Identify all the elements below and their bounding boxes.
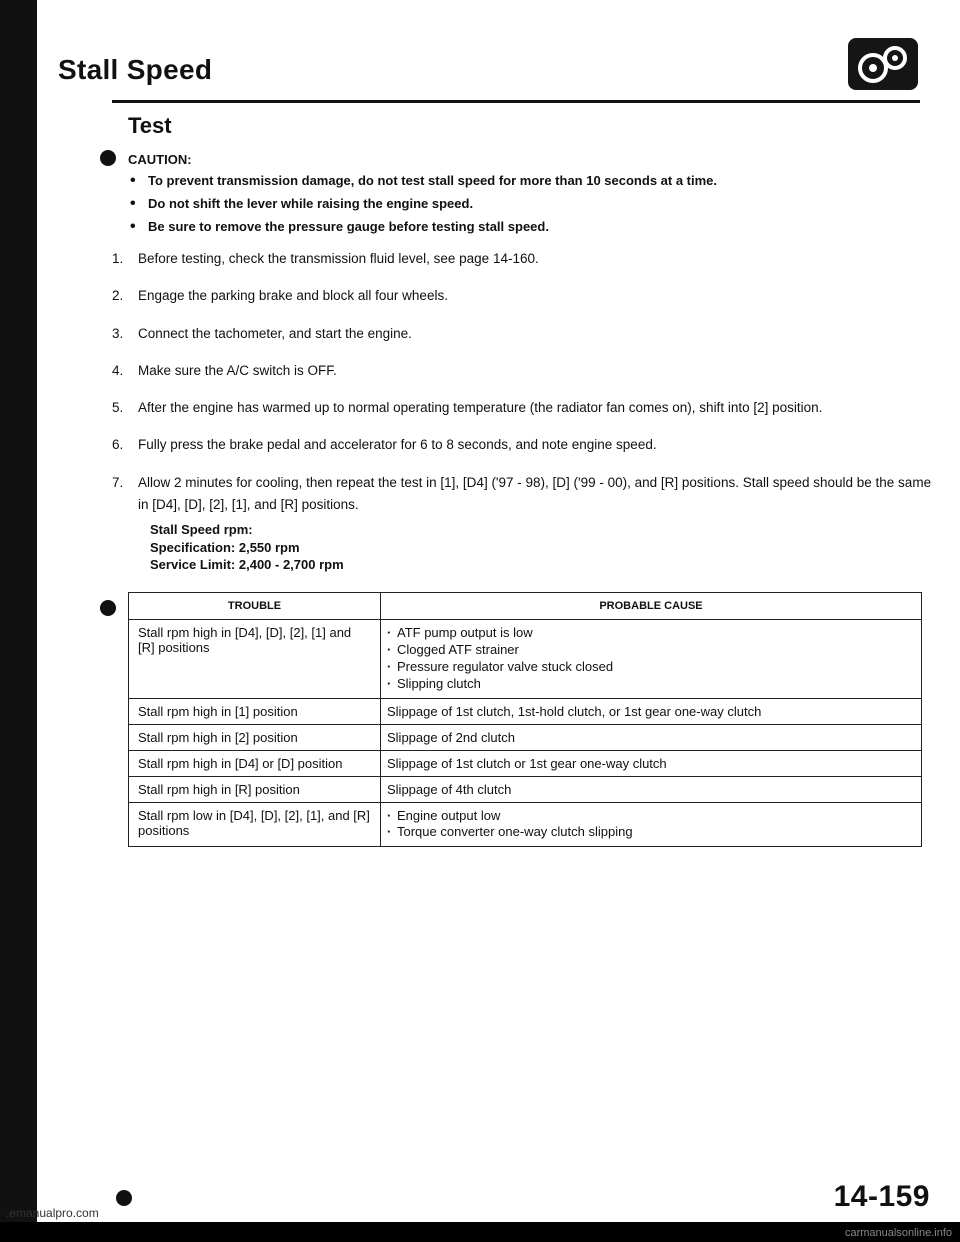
table-header-trouble: TROUBLE: [129, 593, 381, 620]
cause-cell: [381, 802, 922, 847]
title-divider: [112, 100, 920, 103]
spec-service-limit: Service Limit: 2,400 - 2,700 rpm: [150, 557, 344, 573]
source-url-right[interactable]: carmanualsonline.info: [844, 1227, 952, 1239]
step-text: Engage the parking brake and block all four wheels.: [138, 288, 448, 304]
cause-list: [387, 808, 912, 842]
tab-hole: [100, 150, 116, 166]
cause-item: · Engine output low: [387, 808, 912, 825]
cause-item: · Clogged ATF strainer: [387, 642, 912, 659]
caution-item: • To prevent transmission damage, do not test stall speed for more than 10 seconds at a time.: [128, 173, 928, 188]
cause-cell: Slippage of 1st clutch, 1st-hold clutch, or 1st gear one-way clutch: [381, 698, 922, 724]
trouble-cell: Stall rpm high in [D4], [D], [2], [1] and [R] positions: [129, 620, 381, 699]
caution-item: • Be sure to remove the pressure gauge before testing stall speed.: [128, 219, 928, 234]
binder-notch-top: [20, 0, 37, 520]
procedure-steps: [112, 248, 932, 531]
step-text: Before testing, check the transmission fluid level, see page 14-160.: [138, 251, 539, 266]
section-title: Test: [128, 113, 172, 138]
cause-item: · Pressure regulator valve stuck closed: [387, 659, 912, 676]
step-item: [112, 248, 932, 270]
caution-block: [128, 152, 928, 242]
cause-list: [387, 625, 912, 693]
caution-item: • Do not shift the lever while raising the engine speed.: [128, 196, 928, 211]
step-number: 1.: [112, 251, 124, 266]
page-title: Stall Speed: [58, 54, 213, 85]
source-url-left[interactable]: .emanualpro.com: [6, 1206, 99, 1220]
step-text: Make sure the A/C switch is OFF.: [138, 362, 337, 378]
step-item: [112, 472, 932, 517]
cause-item: · Torque converter one-way clutch slipping: [387, 824, 912, 841]
table-row: [129, 776, 922, 802]
step-number: 4.: [112, 362, 124, 378]
step-text: Fully press the brake pedal and accelerator for 6 to 8 seconds, and note engine speed.: [138, 437, 657, 453]
step-number: 2.: [112, 288, 124, 304]
caution-list: [128, 173, 928, 234]
cause-cell: Slippage of 1st clutch or 1st gear one-way clutch: [381, 750, 922, 776]
table-row: [129, 620, 922, 699]
tab-hole: [100, 600, 116, 616]
tab-hole: [116, 1190, 132, 1206]
trouble-cell: Stall rpm high in [2] position: [129, 724, 381, 750]
cause-item: · ATF pump output is low: [387, 625, 912, 642]
engine-transmission-icon: [848, 38, 918, 90]
cause-cell: Slippage of 2nd clutch: [381, 724, 922, 750]
step-number: 3.: [112, 325, 124, 341]
table-header-row: [129, 593, 922, 620]
table-row: [129, 750, 922, 776]
cause-cell: [381, 620, 922, 699]
stall-speed-spec: [150, 521, 344, 574]
caution-label: CAUTION:: [128, 152, 192, 167]
step-number: 6.: [112, 437, 124, 453]
table-row: [129, 802, 922, 847]
step-item: [112, 323, 932, 345]
trouble-cell: Stall rpm high in [1] position: [129, 698, 381, 724]
trouble-cell: Stall rpm high in [R] position: [129, 776, 381, 802]
step-item: [112, 360, 932, 382]
footer-strip: [0, 1222, 960, 1242]
spec-label: Stall Speed rpm:: [150, 522, 253, 537]
step-item: [112, 397, 932, 419]
step-number: 5.: [112, 400, 124, 416]
table-row: [129, 724, 922, 750]
table-row: [129, 698, 922, 724]
table-header-cause: PROBABLE CAUSE: [381, 593, 922, 620]
troubleshooting-table: [128, 592, 922, 847]
page-number: 14-159: [833, 1180, 930, 1213]
step-item: [112, 434, 932, 456]
cause-cell: Slippage of 4th clutch: [381, 776, 922, 802]
step-text: Allow 2 minutes for cooling, then repeat the test in [1], [D4] ('97 - 98), [D] ('99 - 00), and [R] positions. Stall speed should be the same in [D4], [D], [2], [1], and [R] positions.: [138, 474, 932, 512]
spec-specification: Specification: 2,550 rpm: [150, 539, 300, 555]
trouble-cell: Stall rpm low in [D4], [D], [2], [1], and [R] positions: [129, 802, 381, 847]
cause-item: · Slipping clutch: [387, 676, 912, 693]
step-item: [112, 285, 932, 307]
step-text: Connect the tachometer, and start the engine.: [138, 325, 412, 341]
trouble-cell: Stall rpm high in [D4] or [D] position: [129, 750, 381, 776]
step-number: 7.: [112, 474, 124, 490]
step-text: After the engine has warmed up to normal operating temperature (the radiator fan comes on), shift into [2] position.: [138, 400, 823, 416]
